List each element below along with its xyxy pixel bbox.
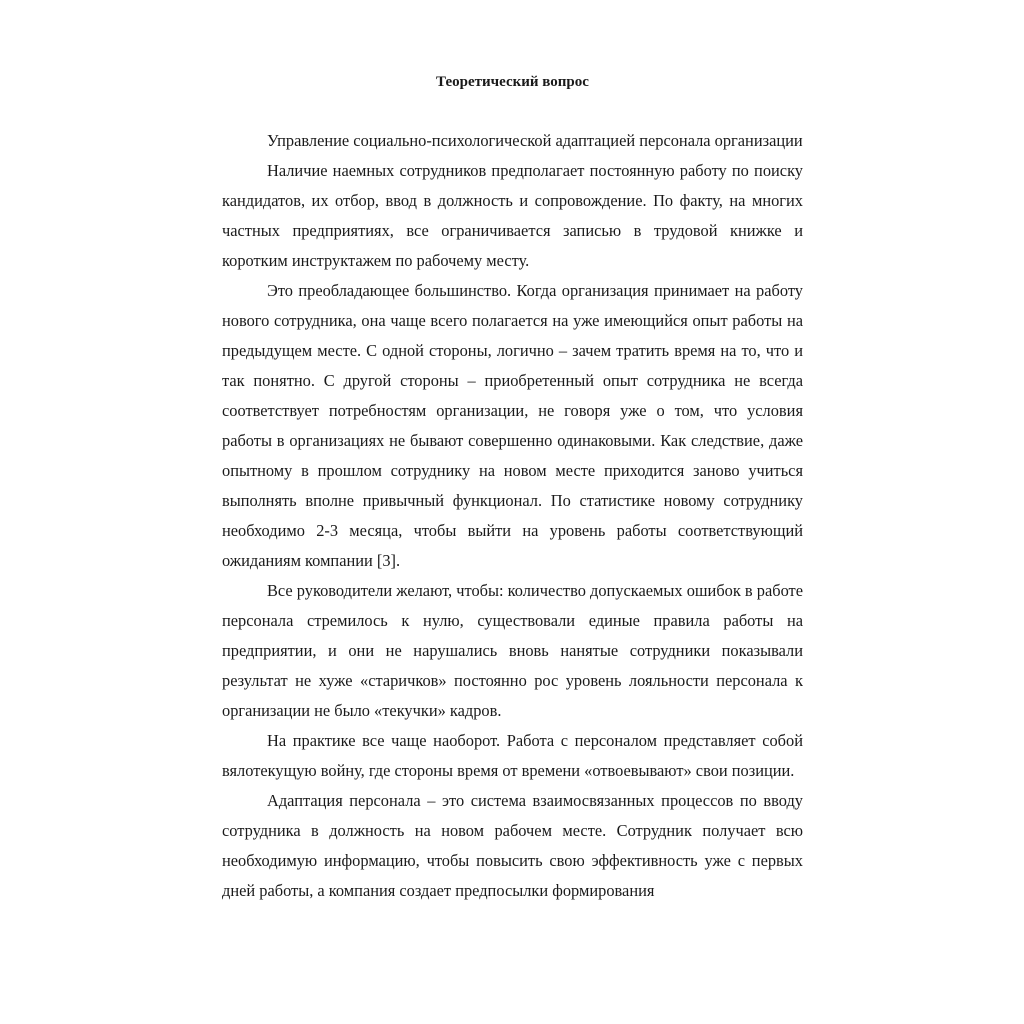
paragraph-heading: Управление социально-психологической адаптацией персонала организации bbox=[267, 131, 803, 150]
document-title: Теоретический вопрос bbox=[436, 74, 589, 90]
paragraph: Адаптация персонала – это система взаимосвязанных процессов по вводу сотрудника в должность на новом рабочем месте. Сотрудник получает всю необходимую информацию, чтобы повысить свою эффективность уже с первых дней работы, а компания создает предпосылки формирования bbox=[222, 791, 803, 900]
paragraph: Это преобладающее большинство. Когда организация принимает на работу нового сотрудника, она чаще всего полагается на уже имеющийся опыт работы на предыдущем месте. С одной стороны, логично – зачем тратить время на то, что и так понятно. С другой стороны – приобретенный опыт сотрудника не всегда соответствует потребностям организации, не говоря уже о том, что условия работы в организациях не бывают совершенно одинаковыми. Как следствие, даже опытному в прошлом сотруднику на новом месте приходится заново учиться выполнять вполне привычный функционал. По статистике новому сотруднику необходимо 2-3 месяца, чтобы выйти на уровень работы соответствующий ожиданиям компании [3]. bbox=[222, 281, 803, 570]
document-body bbox=[222, 64, 803, 906]
paragraph: Наличие наемных сотрудников предполагает постоянную работу по поиску кандидатов, их отбор, ввод в должность и сопровождение. По факту, на многих частных предприятиях, все ограничивается записью в трудовой книжке и коротким инструктажем по рабочему месту. bbox=[222, 161, 803, 270]
paragraph: Все руководители желают, чтобы: количество допускаемых ошибок в работе персонала стремилось к нулю, существовали единые правила работы на предприятии, и они не нарушались вновь нанятые сотрудники показывали результат не хуже «старичков» постоянно рос уровень лояльности персонала к организации не было «текучки» кадров. bbox=[222, 581, 803, 720]
paragraph: На практике все чаще наоборот. Работа с персоналом представляет собой вялотекущую войну, где стороны время от времени «отвоевывают» свои позиции. bbox=[222, 731, 803, 780]
